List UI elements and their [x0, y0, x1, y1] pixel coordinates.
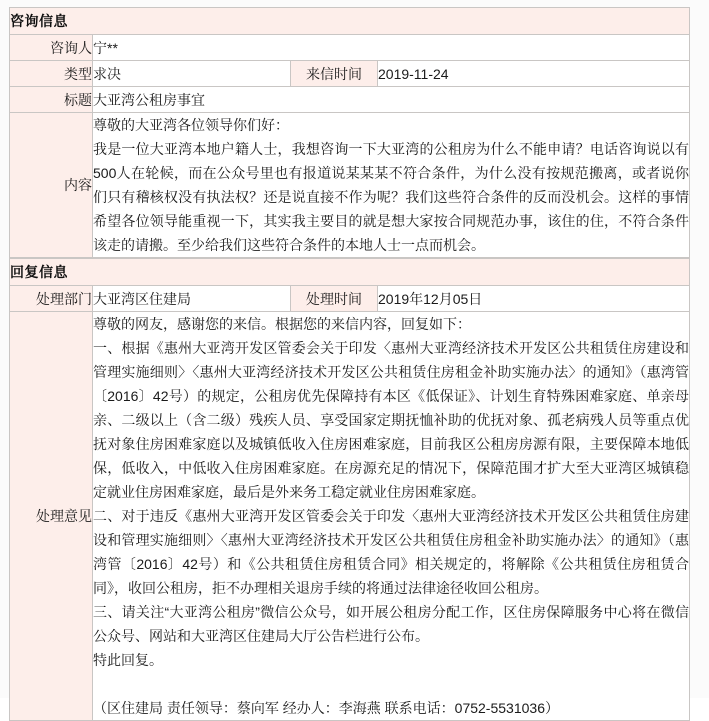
paragraph: [93, 672, 689, 696]
paragraph: 特此回复。: [93, 652, 163, 668]
paragraph: （区住建局 责任领导：蔡向军 经办人：李海燕 联系电话：0752-5531036）: [93, 700, 559, 716]
paragraph: 尊敬的大亚湾各位领导你们好：: [93, 117, 289, 133]
reply-opinion-body: [93, 312, 690, 721]
inquiry-section-title: 咨询信息: [10, 8, 690, 35]
reply-time-label: 处理时间: [291, 286, 378, 312]
reply-department-row: [10, 286, 690, 312]
inquiry-type-label: 类型: [10, 61, 93, 87]
reply-department-label: 处理部门: [10, 286, 93, 312]
paragraph: 二、对于违反《惠州大亚湾开发区管委会关于印发〈惠州大亚湾经济技术开发区公共租赁住房建设和管理实施细则〉〈惠州大亚湾经济技术开发区公共租赁住房租金补助实施办法〉的通知》（惠湾管〔2016〕42号）和《公共租赁住房租赁合同》相关规定的，将解除《公共租赁住房租赁合同》，收回公租房，拒不办理相关退房手续的将通过法律途径收回公租房。: [93, 508, 689, 596]
inquiry-date-label: 来信时间: [291, 61, 378, 87]
reply-opinion-row: [10, 312, 690, 721]
reply-department-value: 大亚湾区住建局: [93, 286, 291, 312]
inquiry-person-label: 咨询人: [10, 35, 93, 61]
inquiry-person-row: [10, 35, 690, 61]
inquiry-content-label: 内容: [10, 113, 93, 258]
paragraph: 一、根据《惠州大亚湾开发区管委会关于印发〈惠州大亚湾经济技术开发区公共租赁住房建设和管理实施细则〉〈惠州大亚湾经济技术开发区公共租赁住房租金补助实施办法〉的通知》（惠湾管〔2016〕42号）的规定，公租房优先保障持有本区《低保证》、计划生育特殊困难家庭、单亲母亲、二级以上（含二级）残疾人员、享受国家定期抚恤补助的优抚对象、孤老病残人员等重点优抚对象住房困难家庭以及城镇低收入住房困难家庭，目前我区公租房房源有限，主要保障本地低保，低收入，中低收入住房困难家庭。在房源充足的情况下，保障范围才扩大至大亚湾区城镇稳定就业住房困难家庭，最后是外来务工稳定就业住房困难家庭。: [93, 340, 689, 500]
inquiry-content-row: [10, 113, 690, 258]
inquiry-title-value: 大亚湾公租房事宜: [93, 87, 690, 113]
inquiry-information-table: [9, 7, 690, 258]
inquiry-content-body: [93, 113, 690, 258]
reply-information-table: [9, 258, 690, 721]
inquiry-title-label: 标题: [10, 87, 93, 113]
reply-section-title: 回复信息: [10, 259, 690, 286]
inquiry-type-value: 求决: [93, 61, 291, 87]
reply-opinion-label: 处理意见: [10, 312, 93, 721]
paragraph: 尊敬的网友，感谢您的来信。根据您的来信内容，回复如下：: [93, 316, 471, 332]
inquiry-type-row: [10, 61, 690, 87]
detail-sheet: [9, 7, 690, 721]
reply-section-header-row: [10, 259, 690, 286]
inquiry-section-header-row: [10, 8, 690, 35]
paragraph: 三、请关注“大亚湾公租房”微信公众号，如开展公租房分配工作，区住房保障服务中心将在微信公众号、网站和大亚湾区住建局大厅公告栏进行公布。: [93, 604, 689, 644]
inquiry-title-row: [10, 87, 690, 113]
inquiry-date-value: 2019-11-24: [378, 61, 690, 87]
paragraph: 我是一位大亚湾本地户籍人士，我想咨询一下大亚湾的公租房为什么不能申请？电话咨询说以有500人在轮候，而在公众号里也有报道说某某某不符合条件，为什么没有按规范搬离，或者说你们只有稽核权没有执法权？还是说直接不作为呢？我们这些符合条件的反而没机会。这样的事情希望各位领导能重视一下，其实我主要目的就是想大家按合同规范办事，该住的住，不符合条件该走的请搬。至少给我们这些符合条件的本地人士一点而机会。: [93, 141, 689, 253]
inquiry-person-value: 宁**: [93, 35, 690, 61]
reply-time-value: 2019年12月05日: [378, 286, 690, 312]
